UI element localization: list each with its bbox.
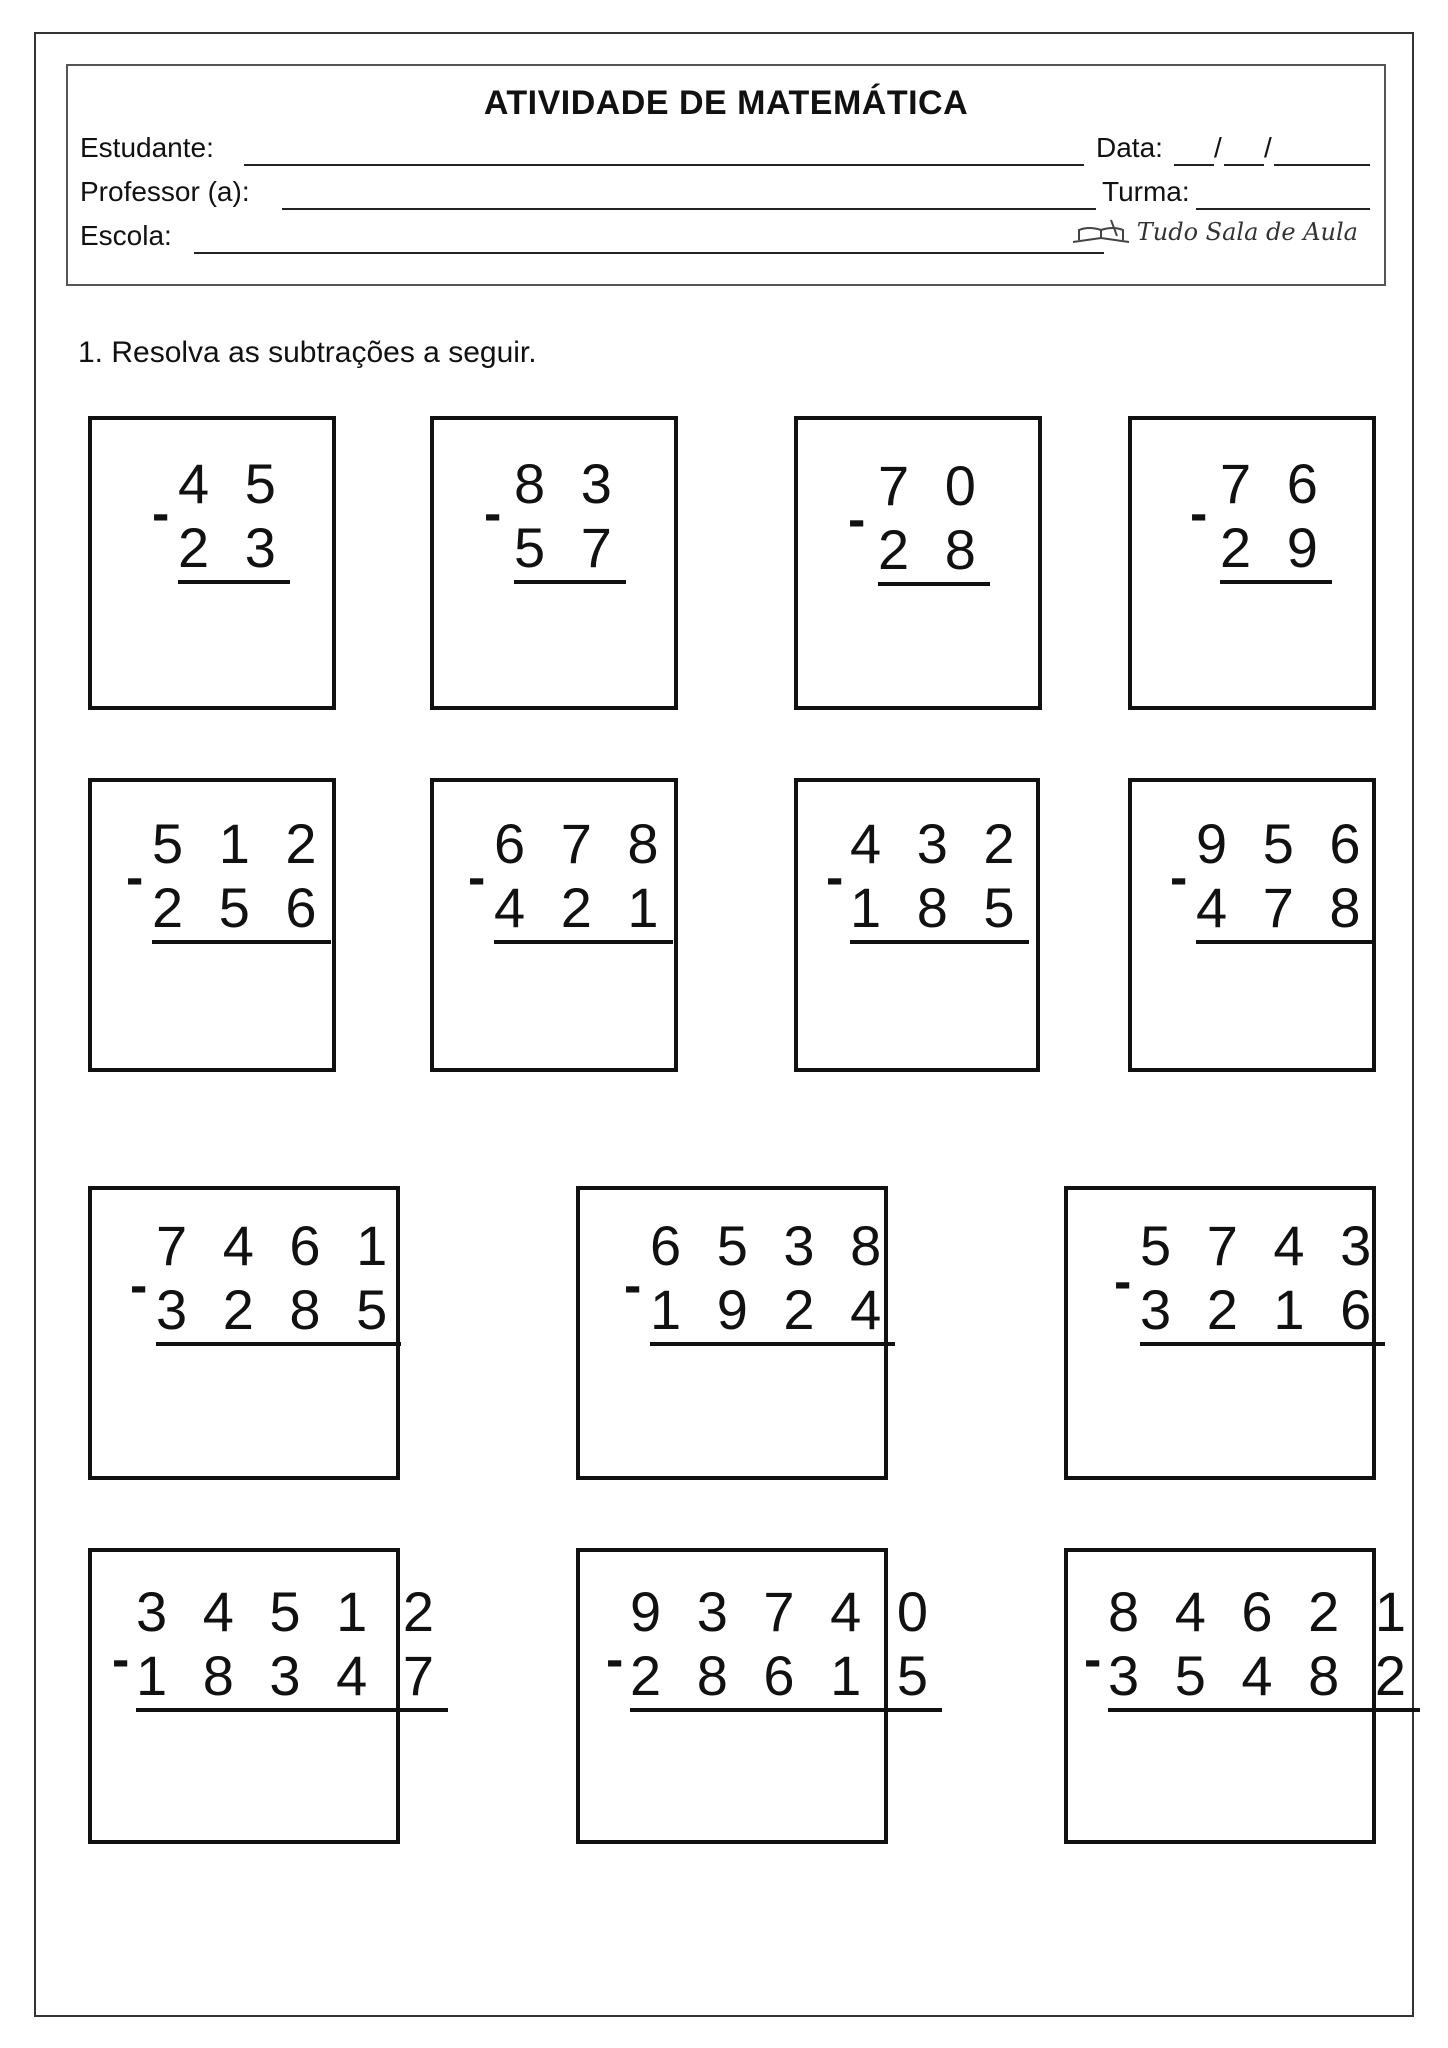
minus-sign: - — [1114, 1253, 1132, 1311]
date-month-field[interactable] — [1224, 164, 1264, 166]
minuend: 3 4 5 1 2 — [136, 1580, 444, 1643]
minuend: 8 4 6 2 1 — [1108, 1580, 1416, 1643]
minuend: 7 0 — [878, 454, 986, 517]
minuend: 4 3 2 — [850, 812, 1025, 875]
problem-box[interactable] — [794, 416, 1042, 710]
date-separator: / — [1264, 132, 1272, 163]
minus-sign: - — [112, 1631, 130, 1689]
subtrahend: 3 2 1 6 — [1140, 1282, 1385, 1346]
minuend: 7 6 — [1220, 452, 1328, 515]
minus-sign: - — [1084, 1631, 1102, 1689]
class-field[interactable] — [1196, 208, 1370, 210]
subtrahend: 2 8 6 1 5 — [630, 1648, 942, 1712]
minus-sign: - — [1170, 849, 1188, 907]
book-icon — [1071, 216, 1131, 246]
minuend: 9 3 7 4 0 — [630, 1580, 938, 1643]
problem-box[interactable] — [88, 1548, 444, 1844]
student-label: Estudante: — [80, 132, 214, 163]
subtrahend: 5 7 — [514, 520, 626, 584]
problem-box[interactable] — [88, 778, 336, 1072]
minus-sign: - — [624, 1257, 642, 1315]
date-day-field[interactable] — [1174, 164, 1214, 166]
subtrahend: 2 9 — [1220, 520, 1332, 584]
minuend: 5 7 4 3 — [1140, 1214, 1382, 1277]
minus-sign: - — [826, 849, 844, 907]
worksheet-title: ATIVIDADE DE MATEMÁTICA — [483, 84, 969, 122]
date-label: Data: — [1096, 132, 1163, 163]
subtrahend: 3 5 4 8 2 — [1108, 1648, 1420, 1712]
minus-sign: - — [484, 485, 502, 543]
worksheet-header — [66, 64, 1386, 286]
problem-box[interactable] — [1064, 1548, 1416, 1844]
brand-logo — [1071, 216, 1358, 246]
subtrahend: 1 9 2 4 — [650, 1282, 895, 1346]
minus-sign: - — [848, 491, 866, 549]
minus-sign: - — [606, 1631, 624, 1689]
subtrahend: 2 5 6 — [152, 880, 331, 944]
minus-sign: - — [152, 485, 170, 543]
teacher-name-field[interactable] — [282, 208, 1096, 210]
minuend: 5 1 2 — [152, 812, 327, 875]
problem-box[interactable] — [430, 416, 678, 710]
date-year-field[interactable] — [1274, 164, 1370, 166]
subtrahend: 4 2 1 — [494, 880, 673, 944]
logo-text: Tudo Sala de Aula — [1136, 218, 1358, 246]
minuend: 9 5 6 — [1196, 812, 1371, 875]
subtrahend: 3 2 8 5 — [156, 1282, 401, 1346]
subtrahend: 1 8 3 4 7 — [136, 1648, 448, 1712]
teacher-label: Professor (a): — [80, 176, 250, 207]
problem-box[interactable] — [88, 1186, 400, 1480]
subtrahend: 2 8 — [878, 522, 990, 586]
minuend: 7 4 6 1 — [156, 1214, 398, 1277]
minus-sign: - — [126, 849, 144, 907]
instruction-text: 1. Resolva as subtrações a seguir. — [78, 336, 537, 369]
class-label: Turma: — [1102, 176, 1190, 207]
subtrahend: 4 7 8 — [1196, 880, 1375, 944]
problem-box[interactable] — [1128, 778, 1376, 1072]
problem-box[interactable] — [430, 778, 678, 1072]
date-separator: / — [1214, 132, 1222, 163]
problem-box[interactable] — [1064, 1186, 1382, 1480]
minus-sign: - — [130, 1257, 148, 1315]
problem-box[interactable] — [794, 778, 1040, 1072]
student-name-field[interactable] — [244, 164, 1084, 166]
problem-box[interactable] — [576, 1186, 892, 1480]
problem-box[interactable] — [88, 416, 336, 710]
minus-sign: - — [1190, 485, 1208, 543]
school-name-field[interactable] — [194, 252, 1104, 254]
subtrahend: 2 3 — [178, 520, 290, 584]
minuend: 8 3 — [514, 452, 622, 515]
subtrahend: 1 8 5 — [850, 880, 1029, 944]
problem-box[interactable] — [1128, 416, 1376, 710]
minuend: 6 7 8 — [494, 812, 669, 875]
school-label: Escola: — [80, 220, 172, 251]
minuend: 4 5 — [178, 452, 286, 515]
minus-sign: - — [468, 849, 486, 907]
problem-box[interactable] — [576, 1548, 938, 1844]
minuend: 6 5 3 8 — [650, 1214, 892, 1277]
